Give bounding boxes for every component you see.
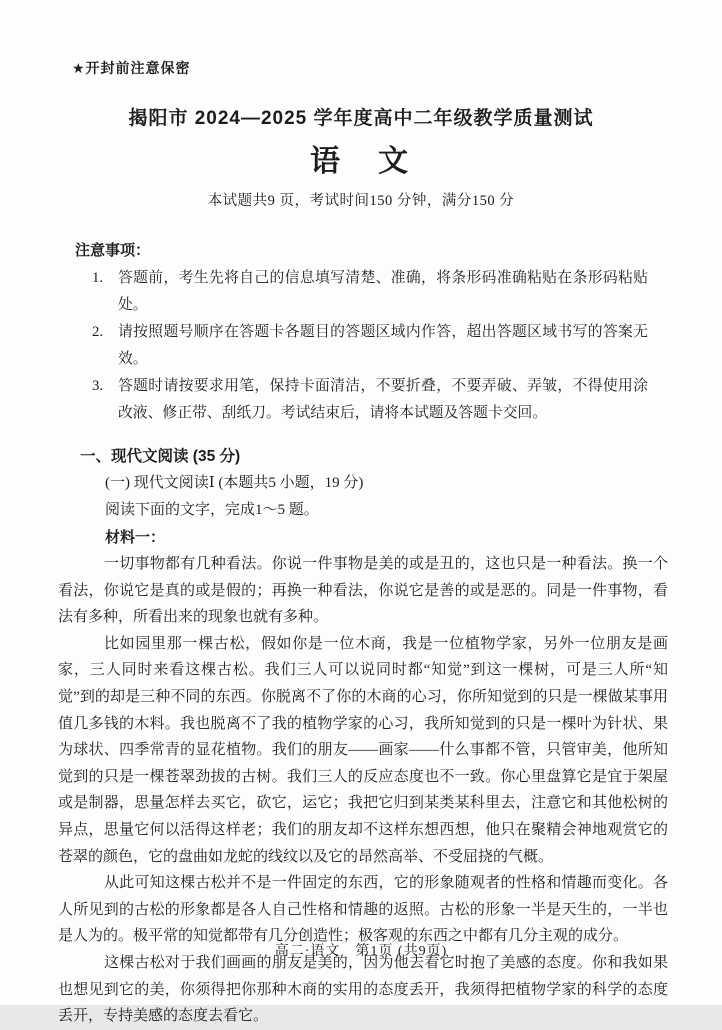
section-heading: 一、现代文阅读 (35 分) bbox=[80, 448, 241, 465]
exam-info-line: 本试题共9 页，考试时间150 分钟，满分150 分 bbox=[207, 193, 515, 209]
notice-item-number: 3. bbox=[92, 378, 104, 394]
exam-title: 揭阳市 2024—2025 学年度高中二年级教学质量测试 bbox=[128, 108, 594, 129]
title-block bbox=[0, 0, 722, 211]
notice-item bbox=[75, 373, 648, 427]
section-subheading: (一) 现代文阅读Ⅰ (本题共5 小题，19 分) bbox=[105, 475, 364, 491]
notice-item-text: 答题前，考生先将自己的信息填写清楚、准确，将条形码准确粘贴在条形码粘贴处。 bbox=[118, 270, 648, 313]
notice-item-number: 2. bbox=[92, 324, 104, 340]
notice-item bbox=[75, 265, 648, 319]
reading-instruction: 阅读下面的文字，完成1～5 题。 bbox=[105, 502, 319, 518]
notice-section bbox=[75, 237, 648, 427]
notice-heading: 注意事项： bbox=[75, 242, 151, 259]
passage-paragraph: 从此可知这棵古松并不是一件固定的东西，它的形象随观者的性格和情趣而变化。各人所见到的古松的形象都是各人自己性格和情趣的返照。古松的形象一半是天生的，一半也是人为的。极平常的知觉都带有几分创造性；极客观的东西之中都有几分主观的成分。 bbox=[58, 875, 668, 945]
security-notice: ★开封前注意保密 bbox=[72, 60, 191, 76]
passage-paragraph: 一切事物都有几种看法。你说一件事物是美的或是丑的，这也只是一种看法。换一个看法，你说它是真的或是假的；再换一种看法，你说它是善的或是恶的。同是一件事物，看法有多种，所看出来的现象也就有多种。 bbox=[58, 556, 668, 626]
passage-paragraph: 这棵古松对于我们画画的朋友是美的，因为他去看它时抱了美感的态度。你和我如果也想见到它的美，你须得把你那种木商的实用的态度丢开，我须得把植物学家的科学的态度丢开，专持美感的态度去看它。 bbox=[58, 954, 668, 1025]
subject-title: 语 文 bbox=[310, 145, 412, 178]
notice-item-text: 请按照题号顺序在答题卡各题目的答题区域内作答，超出答题区域书写的答案无效。 bbox=[118, 324, 648, 367]
page-footer: 高二·语文 第1页 (共9页) bbox=[274, 944, 448, 959]
notice-item-number: 1. bbox=[92, 270, 104, 286]
passage-paragraph: 比如园里那一棵古松，假如你是一位木商，我是一位植物学家，另外一位朋友是画家，三人同时来看这棵古松。我们三人可以说同时都“知觉”到这一棵树，可是三人所“知觉”到的却是三种不同的东西。你脱离不了你的木商的心习，你所知觉到的只是一棵做某事用值几多钱的木料。我也脱离不了我的植物学家的心习，我所知觉到的只是一棵叶为针状、果为球状、四季常青的显花植物。我们的朋友——画家——什么事都不管，只管审美，他所知觉到的只是一棵苍翠劲拔的古树。我们三人的反应态度也不一致。你心里盘算它是宜于架屋或是制器，思量怎样去买它，砍它，运它；我把它归到某类某科里去，注意它和其他松树的异点，思量它何以活得这样老；我们的朋友却不这样东想西想，他只在聚精会神地观赏它的苍翠的颜色，它的盘曲如龙蛇的线纹以及它的昂然高举、不受屈挠的气概。 bbox=[58, 635, 668, 865]
material-label: 材料一： bbox=[105, 529, 166, 546]
notice-item-text: 答题时请按要求用笔，保持卡面清洁，不要折叠，不要弄破、弄皱，不得使用涂改液、修正带、刮纸刀。考试结束后，请将本试题及答题卡交回。 bbox=[118, 378, 648, 421]
notice-item bbox=[75, 319, 648, 373]
